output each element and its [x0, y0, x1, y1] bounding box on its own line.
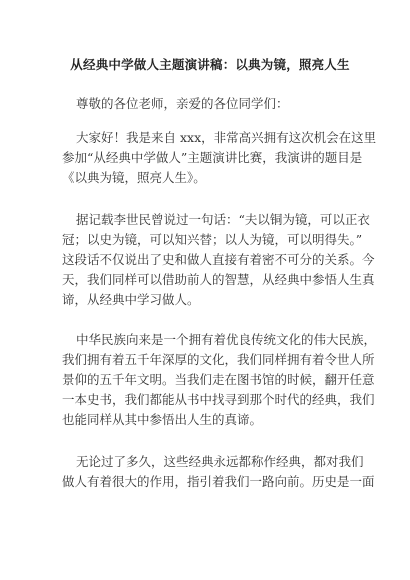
greeting-line: 尊敬的各位老师，亲爱的各位同学们： — [76, 96, 289, 111]
paragraph-1-line-2: 参加“从经典中学做人”主题演讲比赛，我演讲的题目是 — [62, 150, 363, 165]
paragraph-2-line-5: 谛，从经典中学习做人。 — [62, 292, 200, 307]
paragraph-4-line-2: 做人有着很大的作用，指引着我们一路向前。历史是一面 — [62, 474, 375, 489]
paragraph-3-line-4: 一本史书，我们都能从书中找寻到那个时代的经典，我们 — [62, 392, 375, 407]
paragraph-3-line-1: 中华民族向来是一个拥有着优良传统文化的伟大民族， — [76, 332, 377, 347]
paragraph-3-line-2: 我们拥有着五千年深厚的文化，我们同样拥有着令世人所 — [62, 352, 375, 367]
paragraph-2-line-4: 天，我们同样可以借助前人的智慧，从经典中参悟人生真 — [62, 272, 375, 287]
paragraph-2-line-1: 据记载李世民曾说过一句话：“夫以铜为镜，可以正衣 — [76, 212, 370, 227]
paragraph-2-line-2: 冠；以史为镜，可以知兴替；以人为镜，可以明得失。” — [62, 232, 363, 247]
paragraph-3-line-3: 景仰的五千年文明。当我们走在图书馆的时候，翻开任意 — [62, 372, 375, 387]
paragraph-1-line-1: 大家好！我是来自 xxx，非常高兴拥有这次机会在这里 — [76, 130, 377, 145]
paragraph-3-line-5: 也能同样从其中参悟出人生的真谛。 — [62, 412, 263, 427]
paragraph-4-line-1: 无论过了多久，这些经典永远都称作经典，都对我们 — [76, 454, 364, 469]
document-title: 从经典中学做人主题演讲稿：以典为镜，照亮人生 — [70, 57, 350, 72]
paragraph-1-line-3: 《以典为镜，照亮人生》。 — [62, 170, 206, 185]
paragraph-2-line-3: 这段话不仅说出了史和做人直接有着密不可分的关系。今 — [62, 252, 375, 267]
